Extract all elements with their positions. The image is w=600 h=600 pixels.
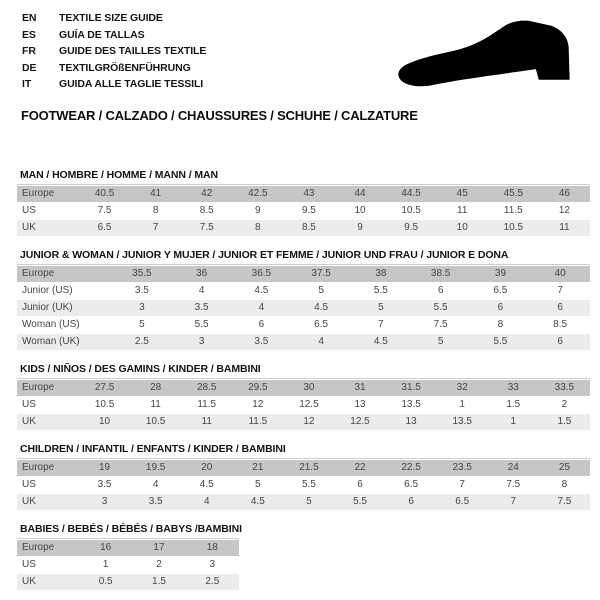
value-cell: 11.5 <box>197 399 217 410</box>
row-label-cell: UK <box>22 576 36 587</box>
language-label: TEXTILGRÖßENFÜHRUNG <box>59 61 191 74</box>
value-cell: 41 <box>150 188 162 199</box>
value-cell: 5 <box>318 285 324 296</box>
value-cell: 8 <box>152 205 159 216</box>
value-cell: 31 <box>354 382 366 393</box>
value-cell: 7 <box>557 285 563 296</box>
value-cell: 7.5 <box>97 205 112 216</box>
row-label-cell: Europe <box>22 542 55 553</box>
value-cell: 4 <box>258 302 265 313</box>
table-row <box>17 557 239 573</box>
value-cell: 12.5 <box>350 416 370 427</box>
table-row <box>17 414 590 430</box>
size-tables <box>17 170 590 600</box>
row-label-cell: Junior (UK) <box>22 302 73 313</box>
language-label: GUIDA ALLE TAGLIE TESSILI <box>59 78 204 91</box>
value-cell: 3 <box>101 496 108 507</box>
size-table <box>17 538 239 590</box>
value-cell: 11.5 <box>503 205 523 216</box>
value-cell: 44.5 <box>401 188 421 199</box>
value-cell: 6 <box>557 302 563 313</box>
value-cell: 8 <box>561 479 568 490</box>
value-cell: 33 <box>507 382 519 393</box>
table-row <box>17 300 590 316</box>
value-cell: 27.5 <box>94 382 115 393</box>
row-label-cell: UK <box>22 222 36 233</box>
row-label-cell: Junior (US) <box>22 285 73 296</box>
value-cell: 4 <box>198 285 205 296</box>
value-cell: 11 <box>559 222 570 233</box>
value-cell: 5.5 <box>373 285 388 296</box>
value-cell: 4 <box>318 336 324 347</box>
table-row <box>17 220 590 236</box>
table-row <box>17 477 590 493</box>
value-cell: 5.5 <box>353 496 367 507</box>
table-row <box>17 283 590 299</box>
value-cell: 9.5 <box>301 205 316 216</box>
value-cell: 0.5 <box>98 576 113 587</box>
value-cell: 20 <box>201 462 213 473</box>
value-cell: 11 <box>457 205 468 216</box>
table-row <box>17 266 590 282</box>
value-cell: 2 <box>561 399 568 410</box>
value-cell: 3.5 <box>134 285 149 296</box>
value-cell: 45 <box>456 188 468 199</box>
value-cell: 11 <box>201 416 212 427</box>
table-row <box>17 317 590 333</box>
value-cell: 1 <box>459 399 465 410</box>
value-cell: 40 <box>554 268 566 279</box>
value-cell: 22.5 <box>401 462 421 473</box>
value-cell: 4 <box>203 496 210 507</box>
value-cell: 8.5 <box>553 319 568 330</box>
value-cell: 29.5 <box>248 382 268 393</box>
value-cell: 45.5 <box>503 188 524 199</box>
value-cell: 19.5 <box>145 462 166 473</box>
size-section <box>17 524 590 590</box>
value-cell: 9.5 <box>404 222 419 233</box>
value-cell: 6.5 <box>455 496 470 507</box>
value-cell: 6 <box>497 302 504 313</box>
value-cell: 39 <box>494 268 506 279</box>
value-cell: 42.5 <box>248 188 268 199</box>
value-cell: 7 <box>459 479 465 490</box>
value-cell: 6 <box>557 336 563 347</box>
value-cell: 13 <box>405 416 417 427</box>
value-cell: 5 <box>255 479 261 490</box>
value-cell: 13.5 <box>452 416 472 427</box>
value-cell: 10.5 <box>94 399 115 410</box>
value-cell: 3.5 <box>194 302 209 313</box>
table-row <box>17 574 239 590</box>
value-cell: 7 <box>378 319 384 330</box>
value-cell: 24 <box>507 462 519 473</box>
value-cell: 36.5 <box>251 268 272 279</box>
value-cell: 12 <box>558 205 570 216</box>
row-label-cell: Woman (US) <box>22 319 80 330</box>
value-cell: 12 <box>303 416 315 427</box>
value-cell: 1 <box>510 416 517 427</box>
value-cell: 43 <box>303 188 315 199</box>
value-cell: 13 <box>354 399 366 410</box>
size-section <box>17 170 590 236</box>
size-table <box>17 184 590 236</box>
language-code: ES <box>22 28 36 41</box>
value-cell: 4.5 <box>254 285 269 296</box>
value-cell: 7.5 <box>433 319 448 330</box>
section-title: KIDS / NIÑOS / DES GAMINS / KINDER / BAMBINI <box>20 363 261 375</box>
value-cell: 5 <box>437 336 444 347</box>
value-cell: 6.5 <box>493 285 508 296</box>
value-cell: 10 <box>354 205 366 216</box>
row-label-cell: Europe <box>22 268 55 279</box>
language-row <box>22 27 206 44</box>
row-label-cell: Europe <box>22 462 55 473</box>
value-cell: 3 <box>139 302 145 313</box>
value-cell: 22 <box>354 462 366 473</box>
language-label: GUÍA DE TALLAS <box>59 28 145 41</box>
value-cell: 16 <box>100 542 112 553</box>
value-cell: 7.5 <box>506 479 521 490</box>
value-cell: 6.5 <box>314 319 329 330</box>
value-cell: 10.5 <box>503 222 524 233</box>
table-row <box>17 334 590 350</box>
value-cell: 2.5 <box>134 336 149 347</box>
value-cell: 1.5 <box>557 416 572 427</box>
value-cell: 23.5 <box>452 462 472 473</box>
section-title: BABIES / BEBÉS / BÉBÉS / BABYS /BAMBINI <box>20 523 242 535</box>
section-title: CHILDREN / INFANTIL / ENFANTS / KINDER / BAMBINI <box>20 443 286 455</box>
value-cell: 21.5 <box>299 462 319 473</box>
value-cell: 6 <box>408 496 414 507</box>
value-cell: 19 <box>98 462 111 473</box>
value-cell: 17 <box>153 542 165 553</box>
table-row <box>17 460 590 476</box>
size-table <box>17 458 590 510</box>
language-list <box>22 10 206 93</box>
value-cell: 3 <box>209 559 216 570</box>
row-label-cell: US <box>22 205 36 216</box>
value-cell: 10.5 <box>145 416 166 427</box>
row-label-cell: US <box>22 479 36 490</box>
value-cell: 1.5 <box>506 399 521 410</box>
table-row <box>17 494 590 510</box>
value-cell: 38 <box>375 268 387 279</box>
value-cell: 5.5 <box>493 336 508 347</box>
language-code: FR <box>22 45 36 58</box>
value-cell: 3.5 <box>97 479 112 490</box>
value-cell: 3 <box>198 336 205 347</box>
value-cell: 8.5 <box>301 222 316 233</box>
value-cell: 7.5 <box>199 222 214 233</box>
value-cell: 6 <box>357 479 363 490</box>
language-label: TEXTILE SIZE GUIDE <box>59 12 163 24</box>
value-cell: 4.5 <box>314 302 329 313</box>
value-cell: 7 <box>152 222 159 233</box>
size-section <box>17 250 590 350</box>
row-label-cell: UK <box>22 496 36 507</box>
language-label: GUIDE DES TAILLES TEXTILE <box>59 45 207 58</box>
value-cell: 7.5 <box>557 496 572 507</box>
value-cell: 33.5 <box>554 382 575 393</box>
value-cell: 4.5 <box>250 496 265 507</box>
value-cell: 1 <box>102 559 109 570</box>
value-cell: 37.5 <box>311 268 331 279</box>
section-title: MAN / HOMBRE / HOMME / MANN / MAN <box>20 169 218 181</box>
value-cell: 8 <box>497 319 504 330</box>
row-label-cell: UK <box>22 416 36 427</box>
size-section <box>17 364 590 430</box>
size-section <box>17 444 590 510</box>
value-cell: 31.5 <box>401 382 421 393</box>
value-cell: 11 <box>150 399 161 410</box>
value-cell: 28.5 <box>197 382 217 393</box>
value-cell: 40.5 <box>94 188 115 199</box>
category-title: FOOTWEAR / CALZADO / CHAUSSURES / SCHUHE / CALZATURE <box>21 108 418 123</box>
table-row <box>17 397 590 413</box>
value-cell: 7 <box>510 496 517 507</box>
value-cell: 3.5 <box>254 336 269 347</box>
section-title: JUNIOR & WOMAN / JUNIOR Y MUJER / JUNIOR ET FEMME / JUNIOR UND FRAU / JUNIOR E DONA <box>20 249 509 261</box>
value-cell: 42 <box>201 188 213 199</box>
size-table <box>17 264 590 350</box>
row-label-cell: US <box>22 399 36 410</box>
value-cell: 3.5 <box>148 496 163 507</box>
value-cell: 6 <box>258 319 265 330</box>
table-row <box>17 203 590 219</box>
row-label-cell: Europe <box>22 382 55 393</box>
language-row <box>22 60 206 77</box>
value-cell: 6.5 <box>404 479 419 490</box>
table-row <box>17 186 590 202</box>
language-code: IT <box>22 78 32 91</box>
value-cell: 32 <box>456 382 468 393</box>
value-cell: 38.5 <box>430 268 451 279</box>
value-cell: 9 <box>357 222 363 233</box>
value-cell: 5 <box>378 302 384 313</box>
shoe-icon <box>394 16 587 104</box>
value-cell: 36 <box>196 268 208 279</box>
value-cell: 12 <box>252 399 264 410</box>
language-code: EN <box>22 12 37 24</box>
value-cell: 25 <box>558 462 570 473</box>
value-cell: 10 <box>98 416 111 427</box>
value-cell: 10 <box>456 222 468 233</box>
language-row <box>22 76 206 93</box>
value-cell: 46 <box>558 188 570 199</box>
language-code: DE <box>22 61 37 74</box>
value-cell: 6 <box>437 285 444 296</box>
table-row <box>17 380 590 396</box>
value-cell: 4.5 <box>373 336 388 347</box>
value-cell: 30 <box>303 382 315 393</box>
row-label-cell: Woman (UK) <box>22 336 80 347</box>
language-row <box>22 43 206 60</box>
value-cell: 8 <box>255 222 261 233</box>
value-cell: 4 <box>152 479 159 490</box>
value-cell: 35.5 <box>132 268 152 279</box>
value-cell: 21 <box>252 462 264 473</box>
value-cell: 13.5 <box>401 399 421 410</box>
row-label-cell: US <box>22 559 36 570</box>
size-table <box>17 378 590 430</box>
value-cell: 5.5 <box>301 479 316 490</box>
value-cell: 12.5 <box>299 399 319 410</box>
value-cell: 10.5 <box>401 205 421 216</box>
language-row <box>22 10 206 27</box>
value-cell: 2 <box>156 559 162 570</box>
value-cell: 5.5 <box>194 319 209 330</box>
value-cell: 5 <box>306 496 312 507</box>
value-cell: 6.5 <box>97 222 112 233</box>
table-row <box>17 540 239 556</box>
value-cell: 18 <box>206 542 218 553</box>
value-cell: 28 <box>150 382 162 393</box>
value-cell: 2.5 <box>205 576 220 587</box>
value-cell: 9 <box>255 205 261 216</box>
value-cell: 11.5 <box>248 416 268 427</box>
value-cell: 5 <box>139 319 145 330</box>
row-label-cell: Europe <box>22 188 55 199</box>
value-cell: 8.5 <box>199 205 214 216</box>
value-cell: 5.5 <box>433 302 448 313</box>
value-cell: 1.5 <box>152 576 166 587</box>
value-cell: 4.5 <box>199 479 214 490</box>
value-cell: 44 <box>354 188 366 199</box>
